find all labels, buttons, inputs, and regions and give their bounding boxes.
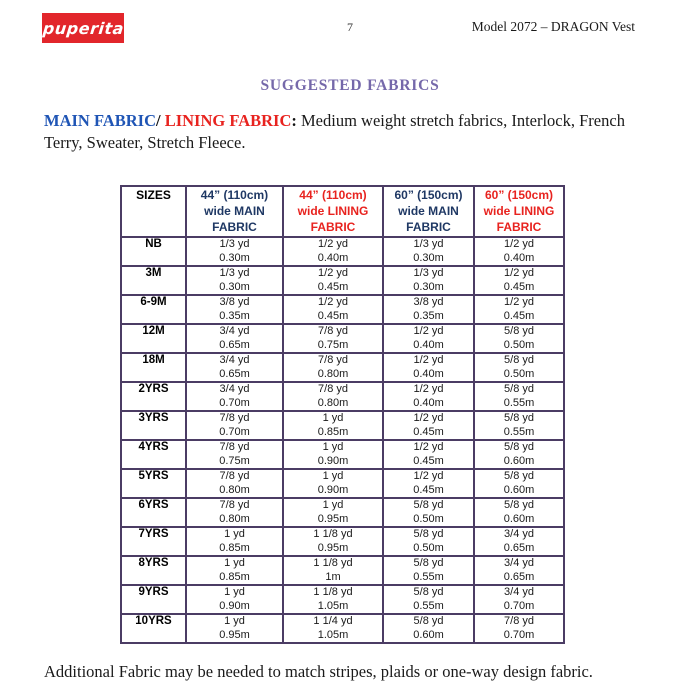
table-row [121,614,564,643]
size-label: 12M [121,324,186,353]
fabric-amount-cell [186,237,283,266]
fabric-amount-cell [474,266,564,295]
meter-value: 0.40m [413,367,444,380]
fabric-amount-cell [383,382,474,411]
meter-value: 1.05m [317,628,349,641]
table-row [121,498,564,527]
fabric-amount-cell [186,527,283,556]
fabric-amount-cell [186,411,283,440]
fabric-amount-cell [474,440,564,469]
meter-value: 0.55m [503,425,535,438]
fabric-amount-cell [474,295,564,324]
fabric-amount-cell [283,353,383,382]
yard-value: 1/2 yd [413,412,444,424]
fabric-amount-cell [186,556,283,585]
table-row [121,527,564,556]
yard-value: 1 yd [224,528,245,540]
fabric-amount-cell [283,527,383,556]
table-row [121,556,564,585]
page-number: 7 [347,20,353,34]
logo-text: puperita [41,18,125,38]
fabric-amount-cell [383,295,474,324]
fabric-amount-cell [283,614,383,643]
meter-value: 0.90m [219,599,250,612]
size-label: 8YRS [121,556,186,585]
size-label: 3M [121,266,186,295]
fabric-amount-cell [383,411,474,440]
intro-description: Medium weight stretch fabrics, Interlock, French Terry, Sweater, Stretch Fleece. [44,111,625,152]
meter-value: 0.90m [317,483,349,496]
fabric-amount-cell [383,324,474,353]
meter-value: 0.80m [219,512,250,525]
table-row [121,266,564,295]
fabric-amount-cell [474,324,564,353]
meter-value: 0.85m [317,425,349,438]
page-title: SUGGESTED FABRICS [260,77,440,94]
yard-value: 1/3 yd [219,267,250,279]
fabric-amount-cell [383,237,474,266]
size-label: 6-9M [121,295,186,324]
yard-value: 1/2 yd [504,238,534,250]
header-line: wide LINING [483,204,555,218]
yard-value: 1/3 yd [413,238,444,250]
yard-value: 1 yd [322,412,344,424]
yard-value: 1/2 yd [318,267,348,279]
meter-value: 0.55m [413,570,444,583]
fabric-amount-cell [474,614,564,643]
meter-value: 0.70m [503,599,535,612]
meter-value: 0.45m [413,425,444,438]
column-header-sizes: SIZES [121,186,186,237]
yard-value: 5/8 yd [504,499,534,511]
yard-value: 5/8 yd [504,325,534,337]
yard-value: 1 yd [224,557,245,569]
yard-value: 5/8 yd [504,354,534,366]
size-label: 5YRS [121,469,186,498]
yard-value: 1/3 yd [413,267,444,279]
yard-value: 1 yd [322,470,344,482]
yard-value: 1/2 yd [413,354,444,366]
table-row [121,585,564,614]
yard-value: 3/8 yd [219,296,250,308]
intro-colon: : [291,111,297,130]
meter-value: 0.95m [317,541,349,554]
meter-value: 0.30m [413,280,444,293]
fabric-amount-cell [474,527,564,556]
fabric-requirements-table [120,185,565,644]
header-line: 60” (150cm) [484,188,554,202]
meter-value: 0.40m [317,251,349,264]
header-line: FABRIC [406,220,451,234]
yard-value: 5/8 yd [504,412,534,424]
size-label: 6YRS [121,498,186,527]
fabric-amount-cell [186,614,283,643]
fabric-amount-cell [383,469,474,498]
yard-value: 1/2 yd [504,296,534,308]
yard-value: 5/8 yd [413,557,444,569]
fabric-amount-cell [383,266,474,295]
yard-value: 3/4 yd [504,586,534,598]
header-line: FABRIC [310,220,356,234]
yard-value: 1 1/8 yd [313,528,353,540]
meter-value: 0.80m [317,396,349,409]
yard-value: 7/8 yd [219,441,250,453]
yard-value: 7/8 yd [219,412,250,424]
meter-value: 0.30m [219,280,250,293]
yard-value: 3/4 yd [504,557,534,569]
fabric-amount-cell [283,498,383,527]
fabric-amount-cell [283,556,383,585]
meter-value: 0.70m [219,425,250,438]
meter-value: 0.95m [219,628,250,641]
yard-value: 7/8 yd [318,383,348,395]
table-row [121,353,564,382]
fabric-amount-cell [186,353,283,382]
yard-value: 1 1/8 yd [313,557,353,569]
fabric-amount-cell [383,527,474,556]
fabric-amount-cell [186,382,283,411]
fabric-amount-cell [383,498,474,527]
meter-value: 0.70m [219,396,250,409]
yard-value: 1/2 yd [413,441,444,453]
meter-value: 0.75m [219,454,250,467]
meter-value: 0.50m [503,367,535,380]
meter-value: 0.45m [317,280,349,293]
intro-paragraph [44,110,636,154]
size-label: 3YRS [121,411,186,440]
meter-value: 0.35m [219,309,250,322]
meter-value: 0.85m [219,570,250,583]
fabric-amount-cell [383,556,474,585]
meter-value: 0.35m [413,309,444,322]
yard-value: 3/4 yd [219,325,250,337]
size-label: 2YRS [121,382,186,411]
meter-value: 1m [325,570,341,583]
meter-value: 0.45m [503,280,535,293]
meter-value: 0.40m [413,338,444,351]
fabric-amount-cell [186,469,283,498]
meter-value: 0.45m [317,309,349,322]
fabric-amount-cell [283,411,383,440]
lining-fabric-label: LINING FABRIC [164,111,292,130]
fabric-amount-cell [283,469,383,498]
meter-value: 0.50m [503,338,535,351]
fabric-amount-cell [474,585,564,614]
yard-value: 5/8 yd [504,441,534,453]
meter-value: 0.90m [317,454,349,467]
header-line: wide MAIN [398,204,459,218]
yard-value: 5/8 yd [504,470,534,482]
column-header-44-lining [283,186,383,237]
footer-note: Additional Fabric may be needed to match stripes, plaids or one-way design fabric. [44,662,593,681]
size-label: 18M [121,353,186,382]
table-header-row [121,186,564,237]
meter-value: 0.30m [413,251,444,264]
meter-value: 0.65m [219,338,250,351]
column-header-60-lining [474,186,564,237]
meter-value: 0.50m [413,541,444,554]
fabric-amount-cell [186,295,283,324]
yard-value: 7/8 yd [318,354,348,366]
yard-value: 1 yd [224,615,245,627]
yard-value: 1/3 yd [219,238,250,250]
fabric-amount-cell [474,382,564,411]
yard-value: 1/2 yd [504,267,534,279]
meter-value: 0.60m [413,628,444,641]
yard-value: 1 yd [322,499,344,511]
table-row [121,440,564,469]
meter-value: 0.60m [503,483,535,496]
meter-value: 0.85m [219,541,250,554]
meter-value: 0.60m [503,454,535,467]
table-row [121,295,564,324]
fabric-amount-cell [474,498,564,527]
yard-value: 5/8 yd [504,383,534,395]
meter-value: 0.65m [503,541,535,554]
size-label: 9YRS [121,585,186,614]
meter-value: 0.45m [503,309,535,322]
fabric-amount-cell [283,266,383,295]
yard-value: 3/8 yd [413,296,444,308]
header-line: wide LINING [297,204,369,218]
column-header-44-main [186,186,283,237]
table-row [121,324,564,353]
fabric-table-body [121,237,564,643]
meter-value: 0.80m [317,367,349,380]
yard-value: 5/8 yd [413,586,444,598]
table-row [121,237,564,266]
header-line: 44” (110cm) [200,188,269,202]
yard-value: 1/2 yd [318,296,348,308]
size-label: 4YRS [121,440,186,469]
table-row [121,469,564,498]
yard-value: 7/8 yd [318,325,348,337]
fabric-amount-cell [283,237,383,266]
yard-value: 1/2 yd [318,238,348,250]
meter-value: 0.40m [503,251,535,264]
yard-value: 1 yd [224,586,245,598]
header-line: 60” (150cm) [394,188,463,202]
size-label: 7YRS [121,527,186,556]
fabric-amount-cell [186,498,283,527]
fabric-amount-cell [186,324,283,353]
fabric-amount-cell [474,353,564,382]
yard-value: 5/8 yd [413,499,444,511]
yard-value: 1 1/8 yd [313,586,353,598]
intro-separator: / [155,111,165,130]
fabric-amount-cell [383,440,474,469]
fabric-amount-cell [474,411,564,440]
fabric-amount-cell [283,440,383,469]
table-row [121,382,564,411]
meter-value: 0.80m [219,483,250,496]
fabric-amount-cell [383,585,474,614]
meter-value: 0.45m [413,454,444,467]
model-label: Model 2072 – DRAGON Vest [471,19,635,34]
yard-value: 1 yd [322,441,344,453]
meter-value: 0.70m [503,628,535,641]
yard-value: 1/2 yd [413,325,444,337]
size-label: NB [121,237,186,266]
fabric-amount-cell [186,585,283,614]
header-line: 44” (110cm) [299,188,367,202]
yard-value: 3/4 yd [219,383,250,395]
yard-value: 3/4 yd [219,354,250,366]
meter-value: 0.50m [413,512,444,525]
meter-value: 0.40m [413,396,444,409]
yard-value: 1/2 yd [413,383,444,395]
fabric-amount-cell [283,382,383,411]
meter-value: 0.75m [317,338,349,351]
fabric-amount-cell [283,324,383,353]
yard-value: 7/8 yd [504,615,534,627]
header-line: FABRIC [496,220,542,234]
yard-value: 1 1/4 yd [313,615,353,627]
meter-value: 0.55m [503,396,535,409]
size-label: 10YRS [121,614,186,643]
meter-value: 0.30m [219,251,250,264]
fabric-amount-cell [186,266,283,295]
fabric-amount-cell [283,585,383,614]
header-line: FABRIC [212,220,257,234]
yard-value: 5/8 yd [413,615,444,627]
meter-value: 1.05m [317,599,349,612]
meter-value: 0.65m [503,570,535,583]
header-line: wide MAIN [204,204,265,218]
fabric-amount-cell [474,469,564,498]
fabric-amount-cell [283,295,383,324]
yard-value: 7/8 yd [219,470,250,482]
meter-value: 0.45m [413,483,444,496]
column-header-60-main [383,186,474,237]
fabric-amount-cell [186,440,283,469]
fabric-amount-cell [383,353,474,382]
meter-value: 0.95m [317,512,349,525]
yard-value: 5/8 yd [413,528,444,540]
meter-value: 0.60m [503,512,535,525]
main-fabric-label: MAIN FABRIC [44,111,156,130]
yard-value: 1/2 yd [413,470,444,482]
yard-value: 7/8 yd [219,499,250,511]
table-row [121,411,564,440]
fabric-amount-cell [474,237,564,266]
yard-value: 3/4 yd [504,528,534,540]
fabric-amount-cell [474,556,564,585]
meter-value: 0.55m [413,599,444,612]
fabric-amount-cell [383,614,474,643]
meter-value: 0.65m [219,367,250,380]
